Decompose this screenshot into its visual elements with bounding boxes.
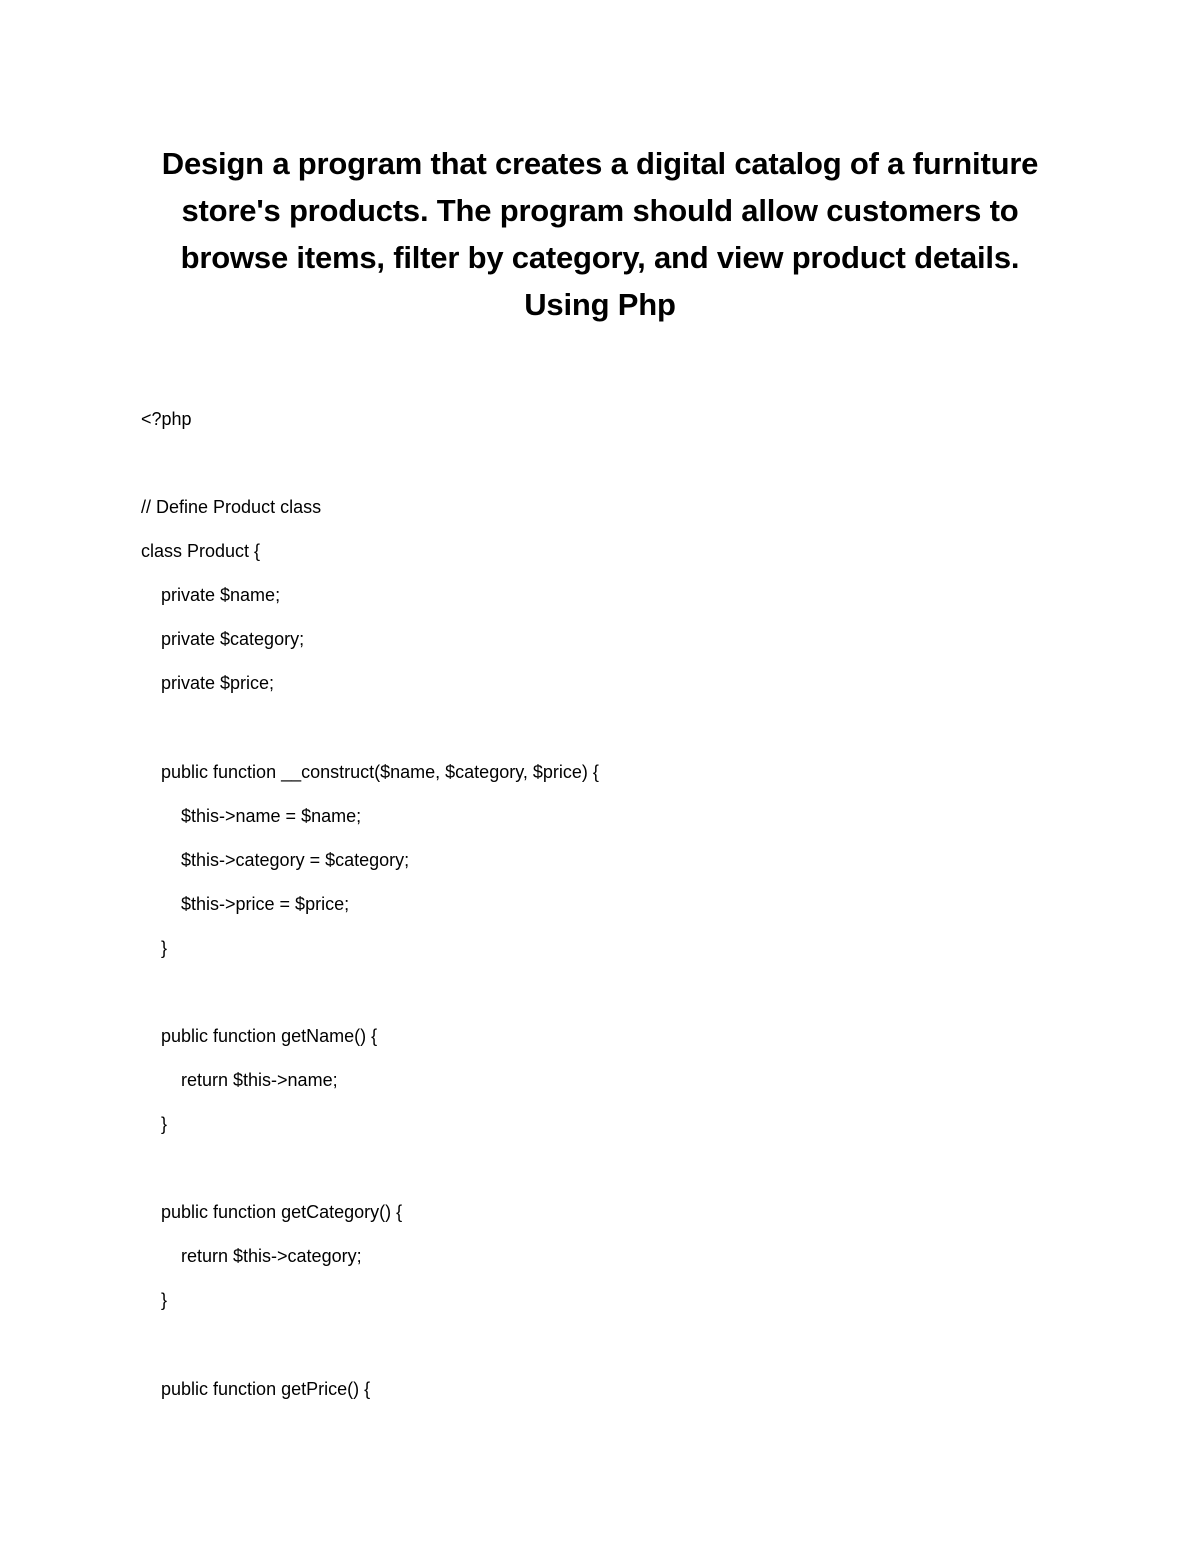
code-line: } — [161, 1290, 168, 1310]
title-line: store's products. The program should allow customers to — [181, 193, 1019, 228]
code-line: $this->price = $price; — [181, 894, 350, 914]
code-line: return $this->category; — [181, 1246, 362, 1266]
code-line: return $this->name; — [181, 1070, 338, 1090]
title-line: browse items, filter by category, and view product details. — [180, 240, 1020, 275]
code-line: public function getCategory() { — [161, 1202, 403, 1222]
code-line: public function getPrice() { — [161, 1379, 371, 1399]
code-line: class Product { — [141, 541, 261, 561]
code-line: } — [161, 938, 168, 958]
code-line: private $price; — [161, 673, 275, 693]
title-line: Using Php — [524, 287, 676, 322]
code-line: $this->category = $category; — [181, 850, 410, 870]
code-line: private $name; — [161, 585, 281, 605]
document-title — [120, 140, 1080, 328]
code-line: <?php — [141, 409, 192, 429]
code-line: private $category; — [161, 629, 305, 649]
code-line: $this->name = $name; — [181, 806, 362, 826]
title-line: Design a program that creates a digital catalog of a furniture — [161, 146, 1039, 181]
code-line: public function __construct($name, $category, $price) { — [161, 762, 599, 782]
code-comment: // Define Product class — [141, 497, 322, 517]
code-line: public function getName() { — [161, 1026, 378, 1046]
code-line: } — [161, 1114, 168, 1134]
